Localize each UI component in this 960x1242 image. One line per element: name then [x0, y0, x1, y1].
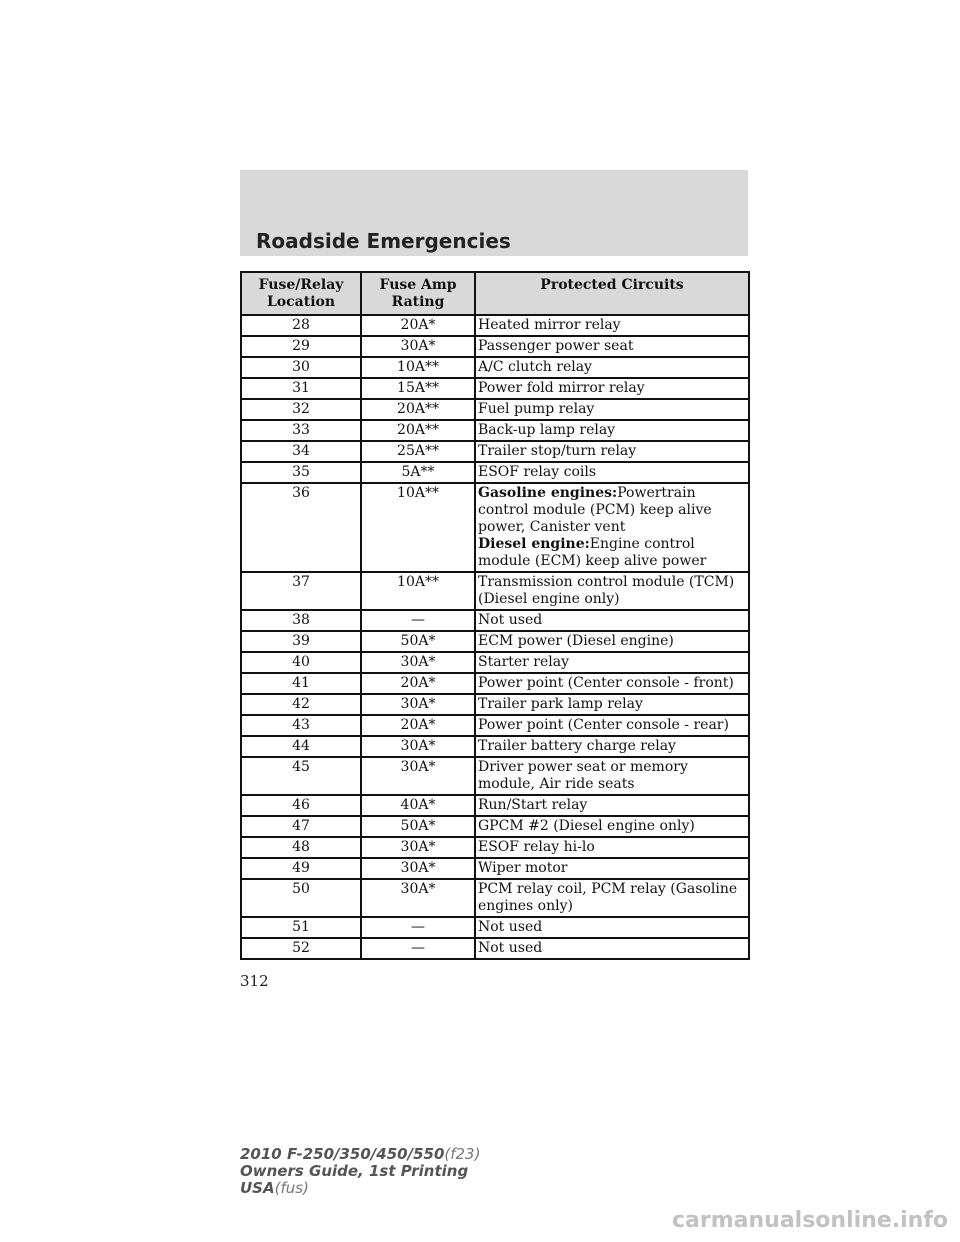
cell-amp-rating: 20A* — [361, 715, 475, 736]
table-row — [241, 736, 749, 757]
cell-amp-rating: 20A* — [361, 315, 475, 336]
table-row — [241, 652, 749, 673]
cell-protected-circuits: Power point (Center console - rear) — [475, 715, 749, 736]
footer-guide: Owners Guide, 1st Printing — [240, 1162, 469, 1180]
cell-location: 43 — [241, 715, 361, 736]
cell-amp-rating: 50A* — [361, 631, 475, 652]
cell-amp-rating: 20A** — [361, 399, 475, 420]
cell-location: 30 — [241, 357, 361, 378]
cell-protected-circuits: Not used — [475, 610, 749, 631]
fuse-table — [240, 271, 750, 960]
fuse-table-body — [241, 315, 749, 959]
cell-location: 40 — [241, 652, 361, 673]
table-row — [241, 917, 749, 938]
table-row — [241, 483, 749, 572]
cell-location: 45 — [241, 757, 361, 795]
cell-amp-rating: 30A* — [361, 652, 475, 673]
cell-location: 35 — [241, 462, 361, 483]
header-protected-circuits: Protected Circuits — [475, 272, 749, 315]
cell-amp-rating: 30A* — [361, 837, 475, 858]
cell-amp-rating: 20A** — [361, 420, 475, 441]
cell-amp-rating: 30A* — [361, 879, 475, 917]
table-row — [241, 673, 749, 694]
cell-location: 42 — [241, 694, 361, 715]
table-row — [241, 938, 749, 959]
table-row — [241, 378, 749, 399]
table-row — [241, 858, 749, 879]
cell-location: 46 — [241, 795, 361, 816]
table-row — [241, 462, 749, 483]
cell-protected-circuits: Heated mirror relay — [475, 315, 749, 336]
footer-model: 2010 F-250/350/450/550 — [240, 1145, 445, 1163]
cell-protected-circuits: Power point (Center console - front) — [475, 673, 749, 694]
cell-amp-rating: — — [361, 938, 475, 959]
table-row — [241, 399, 749, 420]
header-amp-rating: Fuse Amp Rating — [361, 272, 475, 315]
cell-protected-circuits: Trailer stop/turn relay — [475, 441, 749, 462]
watermark: carmanualsonline.info — [672, 1208, 948, 1233]
cell-location: 51 — [241, 917, 361, 938]
cell-protected-circuits: Starter relay — [475, 652, 749, 673]
cell-location: 52 — [241, 938, 361, 959]
cell-amp-rating: 10A** — [361, 572, 475, 610]
circuit-text: Engine control module (ECM) keep alive power — [478, 536, 707, 569]
circuit-label: Gasoline engines: — [478, 485, 618, 501]
footer-model-code: (f23) — [444, 1145, 481, 1163]
cell-amp-rating: 30A* — [361, 336, 475, 357]
cell-amp-rating: 5A** — [361, 462, 475, 483]
table-row — [241, 572, 749, 610]
cell-protected-circuits: Not used — [475, 917, 749, 938]
table-row — [241, 357, 749, 378]
cell-amp-rating: 30A* — [361, 736, 475, 757]
table-row — [241, 336, 749, 357]
page-number: 312 — [240, 972, 269, 990]
table-row — [241, 694, 749, 715]
cell-protected-circuits: Not used — [475, 938, 749, 959]
cell-protected-circuits: Wiper motor — [475, 858, 749, 879]
cell-protected-circuits: PCM relay coil, PCM relay (Gasoline engines only) — [475, 879, 749, 917]
cell-location: 29 — [241, 336, 361, 357]
cell-amp-rating: 25A** — [361, 441, 475, 462]
footer-region: USA — [240, 1179, 275, 1197]
cell-location: 34 — [241, 441, 361, 462]
cell-protected-circuits: Transmission control module (TCM) (Diesel engine only) — [475, 572, 749, 610]
circuit-text: Powertrain control module (PCM) keep alive power, Canister vent — [478, 485, 712, 535]
cell-location: 32 — [241, 399, 361, 420]
table-header-row — [241, 272, 749, 315]
cell-location: 48 — [241, 837, 361, 858]
cell-location: 31 — [241, 378, 361, 399]
cell-location: 44 — [241, 736, 361, 757]
table-row — [241, 631, 749, 652]
cell-protected-circuits: Passenger power seat — [475, 336, 749, 357]
footer-region-code: (fus) — [274, 1179, 309, 1197]
cell-amp-rating: 50A* — [361, 816, 475, 837]
cell-protected-circuits: ESOF relay hi-lo — [475, 837, 749, 858]
cell-amp-rating: — — [361, 610, 475, 631]
cell-protected-circuits: Trailer battery charge relay — [475, 736, 749, 757]
cell-location: 33 — [241, 420, 361, 441]
cell-protected-circuits: Fuel pump relay — [475, 399, 749, 420]
cell-amp-rating: 30A* — [361, 757, 475, 795]
cell-protected-circuits: ECM power (Diesel engine) — [475, 631, 749, 652]
footer — [240, 1146, 480, 1197]
cell-protected-circuits — [475, 483, 749, 572]
cell-location: 50 — [241, 879, 361, 917]
cell-location: 36 — [241, 483, 361, 572]
table-row — [241, 816, 749, 837]
cell-protected-circuits: A/C clutch relay — [475, 357, 749, 378]
cell-amp-rating: 30A* — [361, 694, 475, 715]
cell-protected-circuits: Driver power seat or memory module, Air ride seats — [475, 757, 749, 795]
cell-amp-rating: 10A** — [361, 483, 475, 572]
circuit-label: Diesel engine: — [478, 536, 590, 552]
cell-protected-circuits: ESOF relay coils — [475, 462, 749, 483]
cell-protected-circuits: Trailer park lamp relay — [475, 694, 749, 715]
circuit-entry — [478, 536, 746, 570]
table-row — [241, 795, 749, 816]
cell-location: 41 — [241, 673, 361, 694]
header-location: Fuse/Relay Location — [241, 272, 361, 315]
cell-protected-circuits: GPCM #2 (Diesel engine only) — [475, 816, 749, 837]
table-row — [241, 757, 749, 795]
cell-location: 49 — [241, 858, 361, 879]
table-row — [241, 610, 749, 631]
cell-location: 28 — [241, 315, 361, 336]
cell-amp-rating: 40A* — [361, 795, 475, 816]
circuit-entry — [478, 485, 746, 536]
cell-amp-rating: 20A* — [361, 673, 475, 694]
cell-protected-circuits: Power fold mirror relay — [475, 378, 749, 399]
cell-amp-rating: 30A* — [361, 858, 475, 879]
cell-location: 38 — [241, 610, 361, 631]
table-row — [241, 420, 749, 441]
table-row — [241, 715, 749, 736]
cell-protected-circuits: Run/Start relay — [475, 795, 749, 816]
cell-protected-circuits: Back-up lamp relay — [475, 420, 749, 441]
section-title: Roadside Emergencies — [256, 229, 511, 253]
table-row — [241, 315, 749, 336]
cell-location: 37 — [241, 572, 361, 610]
cell-amp-rating: — — [361, 917, 475, 938]
table-row — [241, 441, 749, 462]
table-row — [241, 837, 749, 858]
cell-amp-rating: 10A** — [361, 357, 475, 378]
cell-location: 47 — [241, 816, 361, 837]
cell-amp-rating: 15A** — [361, 378, 475, 399]
table-row — [241, 879, 749, 917]
cell-location: 39 — [241, 631, 361, 652]
